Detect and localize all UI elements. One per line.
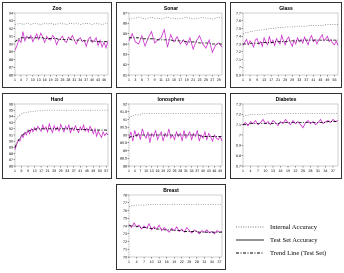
y-tick-label: 86 <box>9 73 13 78</box>
x-tick-label: 13 <box>32 169 37 173</box>
x-tick-label: 28 <box>66 78 71 82</box>
y-tick-label: 70 <box>123 255 127 260</box>
x-tick-label: 7 <box>147 78 150 82</box>
x-tick-label: 1 <box>128 260 130 264</box>
panel-frame <box>117 94 226 179</box>
y-tick-label: 77 <box>123 201 127 206</box>
x-tick-label: 1 <box>128 78 130 82</box>
y-tick-label: 89 <box>9 50 13 55</box>
x-tick-label: 40 <box>201 169 205 173</box>
y-tick-label: 88 <box>123 164 127 169</box>
x-tick-label: 10 <box>144 169 149 173</box>
x-tick-label: 34 <box>189 169 194 173</box>
y-tick-label: 74 <box>123 224 127 229</box>
x-tick-label: 22 <box>166 169 171 173</box>
panel-breast <box>117 185 226 270</box>
legend-label-1: Internal Accuracy <box>270 224 318 231</box>
x-tick-label: 7 <box>257 169 259 173</box>
x-tick-label: 22 <box>293 169 298 173</box>
x-tick-label: 9 <box>256 78 259 82</box>
x-tick-label: 45 <box>318 78 323 82</box>
x-tick-label: 22 <box>54 78 59 82</box>
legend-label-2: Test Set Accuracy <box>270 237 318 244</box>
x-tick-label: 16 <box>278 169 283 173</box>
y-tick-label: 96 <box>9 102 13 107</box>
x-tick-label: 29 <box>216 78 221 82</box>
x-tick-label: 53 <box>97 169 102 173</box>
y-tick-label: 90 <box>9 42 13 47</box>
x-tick-label: 7 <box>143 260 146 264</box>
x-tick-label: 28 <box>308 169 313 173</box>
x-tick-label: 34 <box>209 260 214 264</box>
x-tick-label: 1 <box>242 78 244 82</box>
x-tick-label: 34 <box>323 169 328 173</box>
legend-label-3: Trend Line (Test Set) <box>270 250 327 257</box>
panel-title: Zoo <box>52 6 62 12</box>
y-tick-label: 75 <box>123 216 127 221</box>
y-tick-label: 7 <box>239 133 241 138</box>
y-tick-label: 85 <box>123 31 127 36</box>
panel-frame <box>3 94 112 179</box>
x-tick-label: 53 <box>332 78 337 82</box>
x-tick-label: 13 <box>36 78 41 82</box>
x-tick-label: 25 <box>187 260 192 264</box>
panel-ionosphere <box>117 94 226 179</box>
y-tick-label: 78 <box>123 193 127 198</box>
y-tick-label: 86 <box>123 21 127 26</box>
panel-title: Breast <box>163 188 179 194</box>
y-tick-label: 92 <box>9 26 13 31</box>
y-tick-label: 91.5 <box>120 110 127 115</box>
x-tick-label: 13 <box>157 260 162 264</box>
y-tick-label: 90.5 <box>120 125 127 130</box>
x-tick-label: 11 <box>159 78 163 82</box>
panel-hand <box>3 94 112 179</box>
y-tick-label: 7.4 <box>236 34 241 39</box>
x-tick-label: 31 <box>202 260 207 264</box>
panel-diabetes <box>231 94 342 179</box>
x-tick-label: 19 <box>184 78 189 82</box>
x-tick-label: 37 <box>304 78 309 82</box>
x-tick-label: 19 <box>172 260 177 264</box>
x-tick-label: 1 <box>14 169 16 173</box>
y-tick-label: 92 <box>9 127 13 132</box>
y-tick-label: 7.7 <box>236 11 241 16</box>
x-tick-label: 37 <box>195 169 200 173</box>
x-tick-label: 16 <box>164 260 169 264</box>
x-tick-label: 37 <box>84 78 89 82</box>
x-tick-label: 13 <box>271 169 275 173</box>
x-tick-label: 49 <box>325 78 330 82</box>
y-tick-label: 7.5 <box>236 26 241 31</box>
y-tick-label: 89 <box>9 145 13 150</box>
y-tick-label: 90 <box>9 139 13 144</box>
x-tick-label: 25 <box>204 78 208 82</box>
y-tick-label: 86 <box>9 164 13 169</box>
y-tick-label: 93 <box>9 19 13 24</box>
x-tick-label: 28 <box>178 169 183 173</box>
x-tick-label: 27 <box>210 78 215 82</box>
x-tick-label: 7 <box>25 78 28 82</box>
panel-frame <box>231 94 342 179</box>
y-tick-label: 7.3 <box>236 42 241 47</box>
x-tick-label: 37 <box>331 169 335 173</box>
x-tick-label: 1 <box>14 78 16 82</box>
y-tick-label: 7.1 <box>236 57 241 62</box>
y-tick-label: 72 <box>123 239 127 244</box>
x-tick-label: 31 <box>183 169 188 173</box>
x-tick-label: 25 <box>301 169 305 173</box>
y-tick-label: 81 <box>123 73 127 78</box>
x-tick-label: 3 <box>134 78 137 82</box>
panel-zoo <box>3 3 112 88</box>
panel-frame <box>231 3 342 88</box>
y-tick-label: 91 <box>123 117 127 122</box>
y-tick-label: 84 <box>123 42 127 47</box>
panel-title: Glass <box>279 6 293 12</box>
x-tick-label: 1 <box>242 169 244 173</box>
x-tick-label: 33 <box>297 78 302 82</box>
y-tick-label: 6.7 <box>236 164 241 169</box>
panel-title: Sonar <box>163 6 179 12</box>
panel-frame <box>3 3 112 88</box>
y-tick-label: 87 <box>9 65 13 70</box>
y-tick-label: 7.2 <box>236 112 241 117</box>
y-tick-label: 89 <box>123 148 127 153</box>
x-tick-label: 16 <box>42 78 47 82</box>
y-tick-label: 88 <box>9 151 13 156</box>
y-tick-label: 92 <box>123 102 127 107</box>
x-tick-label: 21 <box>45 169 50 173</box>
y-tick-label: 91 <box>9 34 13 39</box>
y-tick-label: 88.5 <box>120 156 127 161</box>
x-tick-label: 25 <box>52 169 57 173</box>
y-tick-label: 6.9 <box>236 143 241 148</box>
y-tick-label: 88 <box>9 57 13 62</box>
x-tick-label: 5 <box>249 78 252 82</box>
x-tick-label: 15 <box>171 78 176 82</box>
x-tick-label: 5 <box>20 169 23 173</box>
x-tick-label: 25 <box>283 78 288 82</box>
x-tick-label: 1 <box>128 169 130 173</box>
y-tick-label: 94 <box>9 114 13 119</box>
y-tick-label: 94 <box>9 11 13 16</box>
x-tick-label: 19 <box>48 78 53 82</box>
y-tick-label: 87 <box>123 11 127 16</box>
x-tick-label: 43 <box>96 78 101 82</box>
x-tick-label: 33 <box>65 169 70 173</box>
x-tick-label: 19 <box>161 169 166 173</box>
y-tick-label: 73 <box>123 232 127 237</box>
x-tick-label: 37 <box>217 260 222 264</box>
y-tick-label: 71 <box>123 247 127 252</box>
y-tick-label: 7.3 <box>236 102 241 107</box>
x-tick-label: 49 <box>218 169 223 173</box>
y-tick-label: 90 <box>123 133 127 138</box>
x-tick-label: 21 <box>276 78 281 82</box>
x-tick-label: 45 <box>84 169 89 173</box>
y-tick-label: 89.5 <box>120 141 127 146</box>
x-tick-label: 19 <box>286 169 290 173</box>
x-tick-label: 4 <box>249 169 252 173</box>
panel-sonar <box>117 3 226 88</box>
y-tick-label: 7.2 <box>236 50 241 55</box>
x-tick-label: 23 <box>197 78 202 82</box>
x-tick-label: 9 <box>153 78 156 82</box>
x-tick-label: 25 <box>60 78 65 82</box>
x-tick-label: 10 <box>30 78 35 82</box>
panel-frame <box>117 185 226 270</box>
x-tick-label: 28 <box>194 260 199 264</box>
x-tick-label: 13 <box>149 169 154 173</box>
x-tick-label: 40 <box>90 78 95 82</box>
x-tick-label: 10 <box>149 260 154 264</box>
y-tick-label: 6.9 <box>236 73 241 78</box>
panel-title: Diabetes <box>275 97 297 103</box>
x-tick-label: 10 <box>263 169 268 173</box>
y-tick-label: 83 <box>123 52 127 57</box>
y-tick-label: 91 <box>9 133 13 138</box>
y-tick-label: 87 <box>9 158 13 163</box>
y-tick-label: 7 <box>239 65 241 70</box>
x-tick-label: 31 <box>316 169 320 173</box>
x-tick-label: 21 <box>191 78 196 82</box>
x-tick-label: 17 <box>269 78 274 82</box>
panel-title: Ionosphere <box>157 97 185 103</box>
x-tick-label: 37 <box>71 169 76 173</box>
x-tick-label: 7 <box>139 169 142 173</box>
x-tick-label: 49 <box>91 169 96 173</box>
x-tick-label: 9 <box>27 169 30 173</box>
panel-frame <box>117 3 226 88</box>
x-tick-label: 46 <box>212 169 217 173</box>
y-tick-label: 7.6 <box>236 19 241 24</box>
x-tick-label: 4 <box>135 260 138 264</box>
x-tick-label: 13 <box>165 78 170 82</box>
x-tick-label: 16 <box>155 169 160 173</box>
y-tick-label: 82 <box>123 62 127 67</box>
x-tick-label: 41 <box>78 169 83 173</box>
x-tick-label: 22 <box>179 260 184 264</box>
x-tick-label: 29 <box>58 169 63 173</box>
y-tick-label: 93 <box>9 120 13 125</box>
x-tick-label: 5 <box>140 78 143 82</box>
x-tick-label: 4 <box>133 169 136 173</box>
panel-title: Hand <box>50 97 64 103</box>
y-tick-label: 6.8 <box>236 153 241 158</box>
x-tick-label: 43 <box>206 169 211 173</box>
x-tick-label: 46 <box>102 78 106 82</box>
x-tick-label: 4 <box>19 78 22 82</box>
x-tick-label: 13 <box>262 78 267 82</box>
panel-glass <box>231 3 342 88</box>
x-tick-label: 57 <box>104 169 109 173</box>
y-tick-label: 7.1 <box>236 122 241 127</box>
x-tick-label: 17 <box>178 78 183 82</box>
x-tick-label: 29 <box>290 78 295 82</box>
x-tick-label: 34 <box>78 78 83 82</box>
x-tick-label: 31 <box>72 78 77 82</box>
y-tick-label: 76 <box>123 208 127 213</box>
x-tick-label: 41 <box>311 78 316 82</box>
y-tick-label: 95 <box>9 108 13 113</box>
x-tick-label: 17 <box>39 169 44 173</box>
x-tick-label: 25 <box>172 169 177 173</box>
